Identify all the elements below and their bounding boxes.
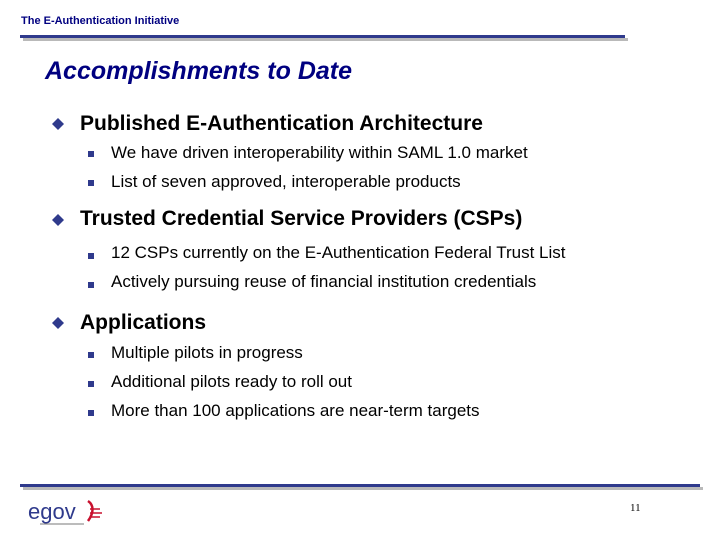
square-bullet-icon: [88, 381, 94, 387]
egov-logo: [28, 497, 108, 527]
diamond-bullet-icon: [52, 214, 64, 226]
page-number: 11: [630, 502, 641, 514]
slide-title: Accomplishments to Date: [45, 57, 353, 85]
footer-rule: [20, 484, 700, 487]
list-item: More than 100 applications are near-term targets: [111, 401, 480, 420]
square-bullet-icon: [88, 151, 94, 157]
header-rule: [20, 35, 625, 38]
square-bullet-icon: [88, 253, 94, 259]
list-item: 12 CSPs currently on the E-Authentication Federal Trust List: [111, 243, 566, 262]
list-item: Multiple pilots in progress: [111, 343, 303, 362]
list-item: Actively pursuing reuse of financial institution credentials: [111, 272, 537, 291]
header-label: The E-Authentication Initiative: [21, 15, 180, 27]
section-heading: Published E-Authentication Architecture: [80, 112, 483, 135]
footer-rule-shadow: [23, 487, 703, 490]
square-bullet-icon: [88, 410, 94, 416]
header-rule-shadow: [23, 38, 628, 41]
square-bullet-icon: [88, 352, 94, 358]
list-item: We have driven interoperability within SAML 1.0 market: [111, 143, 528, 162]
section-heading: Trusted Credential Service Providers (CSPs): [80, 207, 523, 230]
square-bullet-icon: [88, 180, 94, 186]
diamond-bullet-icon: [52, 118, 64, 130]
square-bullet-icon: [88, 282, 94, 288]
section-heading: Applications: [80, 311, 207, 334]
diamond-bullet-icon: [52, 317, 64, 329]
list-item: List of seven approved, interoperable products: [111, 172, 461, 191]
logo-text: egov: [28, 499, 76, 524]
list-item: Additional pilots ready to roll out: [111, 372, 352, 391]
